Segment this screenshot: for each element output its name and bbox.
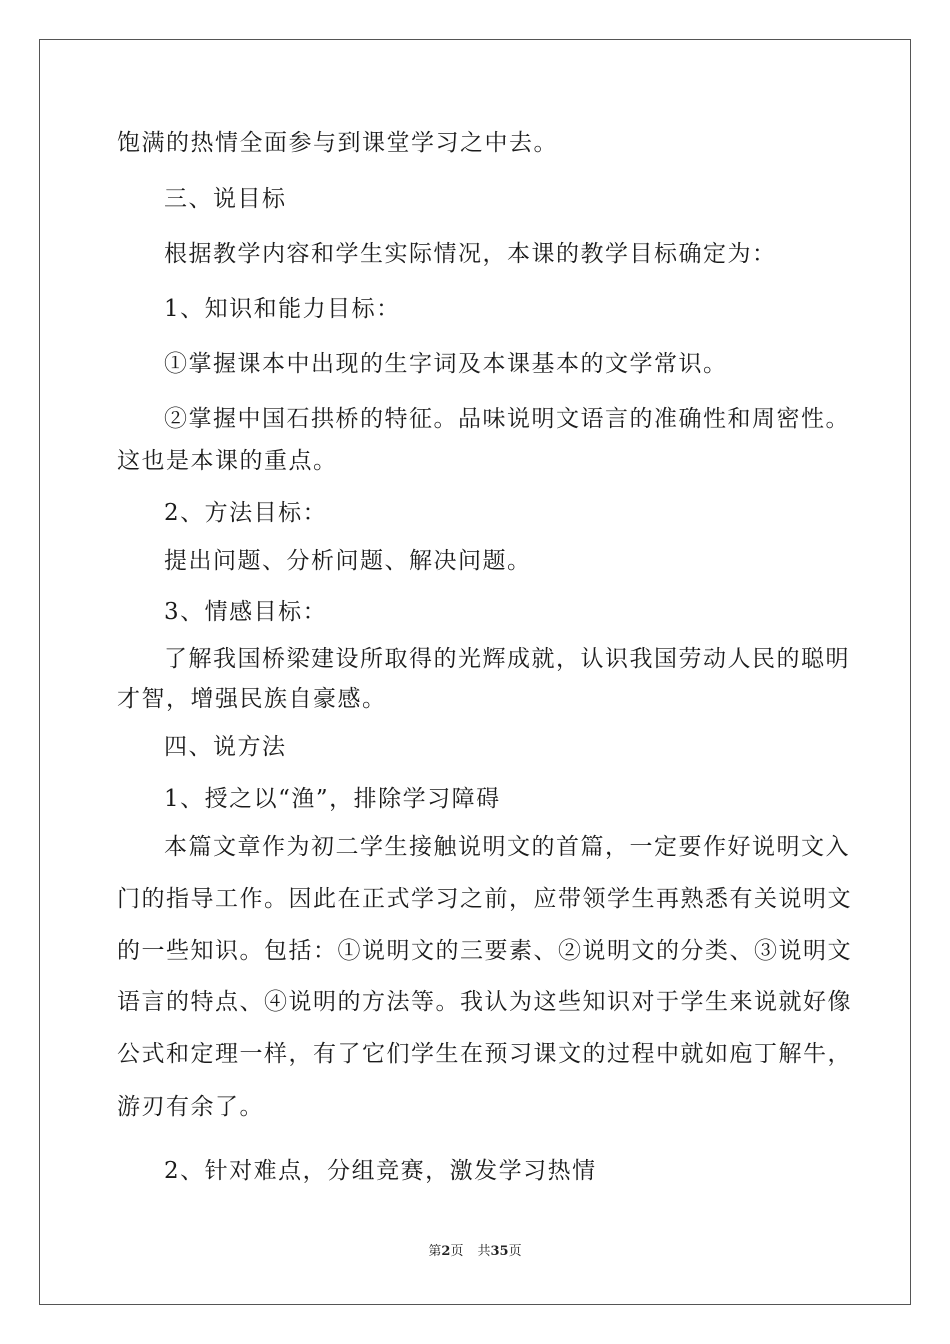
paragraph-line: 饱满的热情全面参与到课堂学习之中去。 (117, 130, 558, 156)
paragraph-line: 根据教学内容和学生实际情况，本课的教学目标确定为： (164, 241, 777, 267)
paragraph-line: ①掌握课本中出现的生字词及本课基本的文学常识。 (164, 351, 728, 377)
paragraph-line: ②掌握中国石拱桥的特征。品味说明文语言的准确性和周密性。 (164, 406, 850, 432)
page-current: 2 (441, 1244, 451, 1259)
paragraph-line: 了解我国桥梁建设所取得的光辉成就，认识我国劳动人民的聪明 (164, 646, 850, 672)
section-heading: 四、说方法 (164, 734, 287, 760)
page-suffix: 页 (450, 1244, 464, 1259)
subsection-heading: 2、方法目标： (164, 500, 328, 526)
paragraph-line: 的一些知识。包括：①说明文的三要素、②说明文的分类、③说明文 (117, 938, 852, 964)
paragraph-line: 本篇文章作为初二学生接触说明文的首篇，一定要作好说明文入 (164, 834, 850, 860)
page-prefix: 第 (428, 1244, 442, 1259)
subsection-heading: 1、知识和能力目标： (164, 296, 401, 322)
section-heading: 三、说目标 (164, 186, 287, 212)
subsection-heading: 3、情感目标： (164, 599, 328, 625)
page-footer (0, 1243, 950, 1261)
subsection-heading: 1、授之以“渔”，排除学习障碍 (164, 786, 501, 812)
total-prefix: 共 (477, 1244, 491, 1259)
page-total: 35 (490, 1244, 509, 1259)
paragraph-line: 语言的特点、④说明的方法等。我认为这些知识对于学生来说就好像 (117, 989, 852, 1015)
paragraph-line: 才智，增强民族自豪感。 (117, 686, 387, 712)
paragraph-line: 提出问题、分析问题、解决问题。 (164, 548, 532, 574)
paragraph-line: 这也是本课的重点。 (117, 448, 338, 474)
total-suffix: 页 (508, 1244, 522, 1259)
paragraph-line: 公式和定理一样，有了它们学生在预习课文的过程中就如庖丁解牛， (117, 1041, 852, 1067)
paragraph-line: 门的指导工作。因此在正式学习之前，应带领学生再熟悉有关说明文 (117, 886, 852, 912)
paragraph-line: 游刃有余了。 (117, 1094, 264, 1120)
subsection-heading: 2、针对难点，分组竞赛，激发学习热情 (164, 1158, 597, 1184)
